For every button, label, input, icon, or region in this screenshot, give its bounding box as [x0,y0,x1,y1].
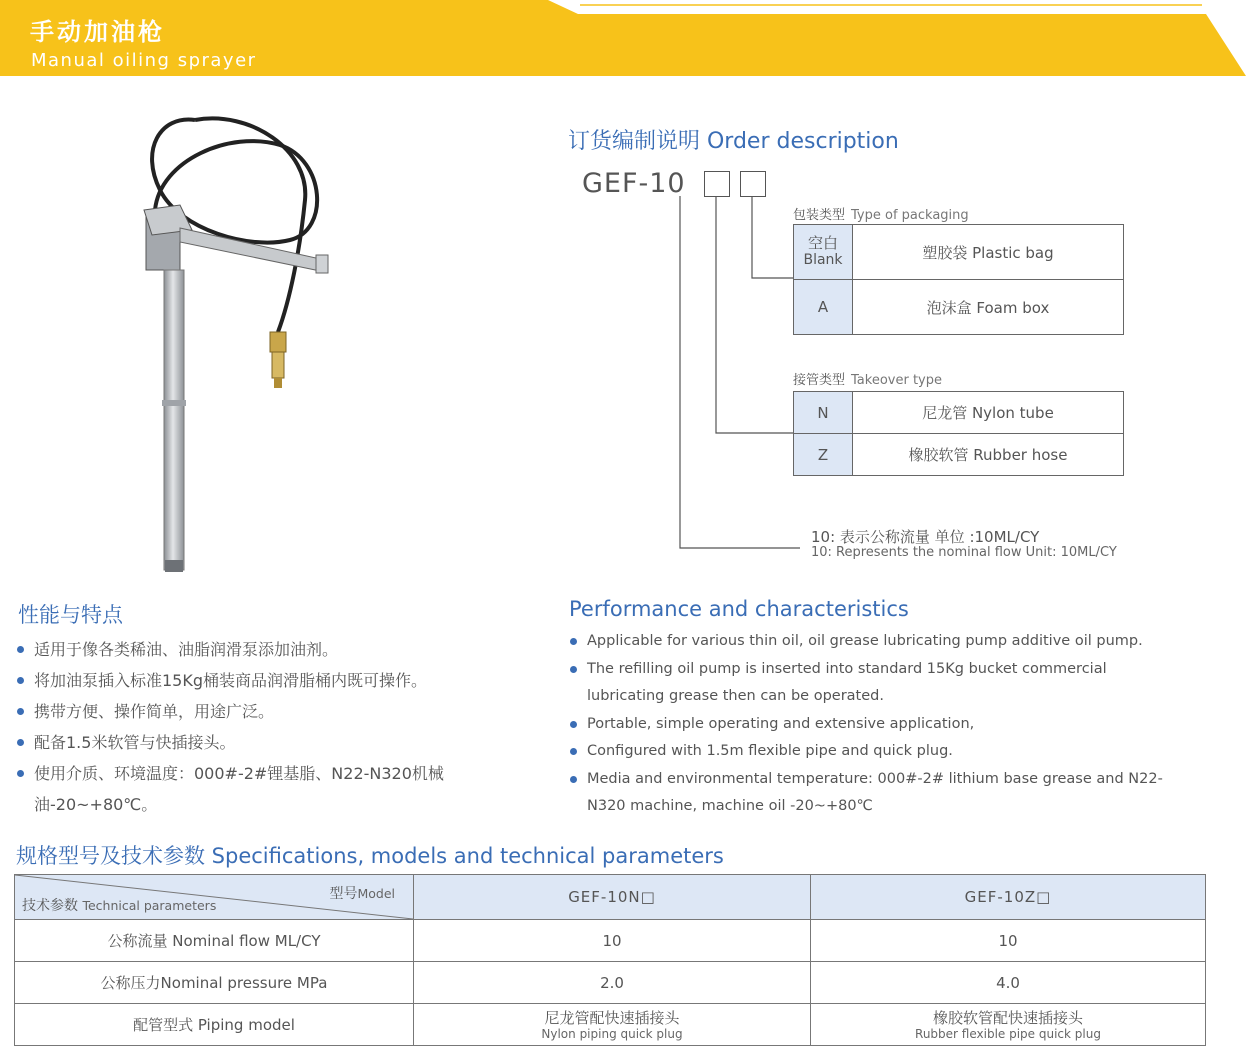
packaging-code-cell: A [794,280,853,335]
takeover-code-cell: N [794,392,853,434]
value-cell: 橡胶软管配快速插接头 Rubber flexible pipe quick plug [811,1004,1206,1046]
model-header-cell: GEF-10Z□ [811,875,1206,920]
table-row [794,392,1124,434]
order-code: GEF-10 [582,168,686,199]
list-item: 适用于像各类稀油、油脂润滑泵添加油剂。 [14,634,544,665]
param-header-label: 技术参数 Technical parameters [22,898,217,914]
packaging-table [793,224,1124,335]
param-label-cell: 配管型式 Piping model [15,1004,414,1046]
value-cell: 4.0 [811,962,1206,1004]
table-row [794,225,1124,280]
takeover-code-cell: Z [794,434,853,476]
param-label-cell: 公称流量 Nominal flow ML/CY [15,920,414,962]
table-row [15,920,1206,962]
takeover-desc-cell: 橡胶软管 Rubber hose [853,434,1124,476]
packaging-desc-cell: 泡沫盒 Foam box [853,280,1124,335]
list-item: 使用介质、环境温度：000#-2#锂基脂、N22-N320机械油-20~+80℃。 [14,758,544,820]
performance-title-en: Performance and characteristics [569,597,909,621]
nominal-flow-note-cn: 10: 表示公称流量 单位 :10ML/CY [811,528,1040,546]
table-row [794,434,1124,476]
page-title-cn: 手动加油枪 [30,18,165,46]
performance-title-cn: 性能与特点 [18,603,123,627]
corner-header-cell [15,875,414,920]
table-row [794,280,1124,335]
feature-list-cn [14,634,544,820]
value-cell: 2.0 [414,962,811,1004]
nominal-flow-note-en: 10: Represents the nominal flow Unit: 10ML/CY [811,545,1117,560]
packaging-type-label: 包装类型 Type of packaging [793,208,969,223]
value-cell: 10 [811,920,1206,962]
specs-table [14,874,1206,1046]
feature-list-en [567,628,1187,821]
specs-title: 规格型号及技术参数 Specifications, models and technical parameters [16,844,724,868]
packaging-code-cell: 空白 Blank [794,225,853,280]
list-item: Media and environmental temperature: 000#-2# lithium base grease and N22-N320 machine, machine oil -20~+80℃ [567,766,1187,821]
list-item: Applicable for various thin oil, oil grease lubricating pump additive oil pump. [567,628,1187,656]
param-label-cell: 公称压力Nominal pressure MPa [15,962,414,1004]
list-item: 携带方便、操作简单，用途广泛。 [14,696,544,727]
value-cell: 尼龙管配快速插接头 Nylon piping quick plug [414,1004,811,1046]
table-row [15,962,1206,1004]
list-item: Configured with 1.5m flexible pipe and quick plug. [567,738,1187,766]
table-header-row [15,875,1206,920]
order-description-title: 订货编制说明 Order description [568,129,899,154]
list-item: The refilling oil pump is inserted into standard 15Kg bucket commercial lubricating grease then can be operated. [567,656,1187,711]
list-item: 将加油泵插入标准15Kg桶装商品润滑脂桶内既可操作。 [14,665,544,696]
packaging-desc-cell: 塑胶袋 Plastic bag [853,225,1124,280]
value-cell: 10 [414,920,811,962]
page-title-en: Manual oiling sprayer [31,50,257,71]
takeover-type-label: 接管类型 Takeover type [793,373,942,388]
table-row [15,1004,1206,1046]
model-header-label: 型号Model [329,886,395,902]
list-item: Portable, simple operating and extensive application, [567,711,1187,739]
takeover-table [793,391,1124,476]
list-item: 配备1.5米软管与快插接头。 [14,727,544,758]
model-header-cell: GEF-10N□ [414,875,811,920]
takeover-desc-cell: 尼龙管 Nylon tube [853,392,1124,434]
